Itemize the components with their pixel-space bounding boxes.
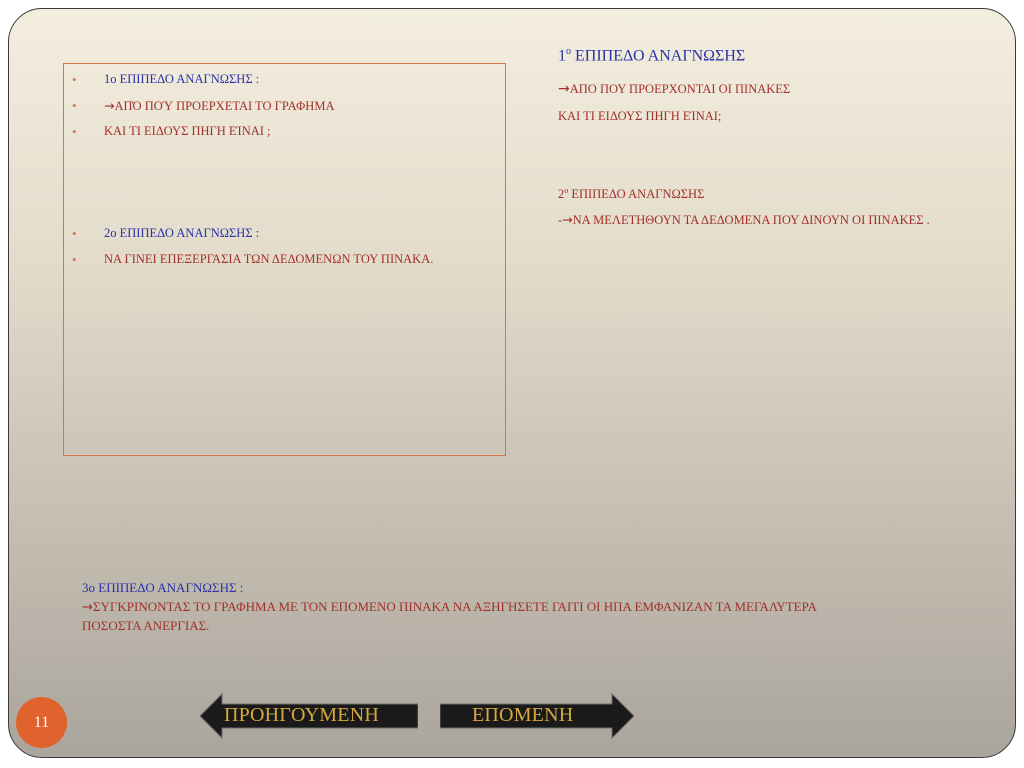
previous-button-label: ΠΡΟΗΓΟΥΜΕΝΗ: [224, 704, 379, 726]
right-level2-heading: [558, 186, 704, 202]
list-item-text: ΑΠΌ ΠΟΎ ΠΡΟΕΡΧΕΤΑΙ ΤΟ ΓΡΑΦΗΜΑ: [114, 99, 335, 113]
bullet-icon: •: [72, 252, 77, 267]
level2-heading: 2ο ΕΠΙΠΕΔΟ ΑΝΑΓΝΩΣΗΣ :: [104, 226, 260, 240]
bullet-icon: •: [72, 124, 77, 139]
bullet-icon: •: [72, 72, 77, 87]
dash-prefix: -: [558, 213, 563, 227]
level3-line2: ΠΟΣΟΣΤΑ ΑΝΕΡΓΙΑΣ.: [82, 618, 210, 633]
arrow-right-icon: →: [558, 81, 570, 97]
level3-heading: 3ο ΕΠΙΠΕΔΟ ΑΝΑΓΝΩΣΗΣ :: [82, 580, 244, 595]
level-number: 1: [558, 47, 566, 65]
next-button[interactable]: [440, 693, 634, 739]
line-text: ΣΥΓΚΡΙΝΟΝΤΑΣ ΤΟ ΓΡΑΦΗΜΑ ΜΕ ΤΟΝ ΕΠΟΜΕΝΟ ΠΙΝΑΚΑ ΝΑ ΑΞΗΓΗΣΕΤΕ ΓΑΙΤΙ ΟΙ ΗΠΑ ΕΜΦΑΝΙΖΑΝ ΤΑ ΜΕΓΑΛΥΤΕΡΑ: [92, 599, 818, 614]
level-superscript: ο: [566, 46, 571, 57]
right-level1-heading: [558, 46, 745, 65]
level3-line1: [82, 599, 817, 615]
level-title: ΕΠΙΠΕΔΟ ΑΝΑΓΝΩΣΗΣ: [571, 47, 746, 65]
bullet-icon: •: [72, 226, 77, 241]
previous-button[interactable]: [200, 693, 418, 739]
level-number: 2: [558, 187, 565, 202]
right-level1-line-source: [558, 81, 790, 97]
bullet-icon: •: [72, 98, 77, 113]
page-number-badge: 11: [16, 697, 67, 748]
right-level2-line: [558, 212, 930, 228]
level1-line-type: ΚΑΙ ΤΙ ΕΙΔΟΥΣ ΠΗΓΗ ΕΊΝΑΙ ;: [104, 124, 271, 138]
level-title: ΕΠΙΠΕΔΟ ΑΝΑΓΝΩΣΗΣ: [568, 187, 705, 202]
line-text: ΑΠΟ ΠΟΥ ΠΡΟΕΡΧΟΝΤΑΙ ΟΙ ΠΙΝΑΚΕΣ: [569, 82, 791, 96]
right-level1-line-type: ΚΑΙ ΤΙ ΕΙΔΟΥΣ ΠΗΓΗ ΕΊΝΑΙ;: [558, 109, 722, 123]
arrow-right-icon: →: [104, 98, 115, 113]
level1-line-source: [104, 98, 334, 114]
next-button-label: ΕΠΟΜΕΝΗ: [472, 704, 574, 726]
arrow-right-icon: →: [82, 600, 93, 615]
level-superscript: ο: [564, 186, 569, 195]
line-text: ΝΑ ΜΕΛΕΤΗΘΟΥΝ ΤΑ ΔΕΔΟΜΕΝΑ ΠΟΥ ΔΙΝΟΥΝ ΟΙ ΠΙΝΑΚΕΣ .: [572, 213, 930, 227]
level2-line-process: ΝΑ ΓΙΝΕΙ ΕΠΕΞΕΡΓΑΣΙΑ ΤΩΝ ΔΕΔΟΜΕΝΩΝ ΤΟΥ ΠΙΝΑΚΑ.: [104, 252, 434, 266]
level1-heading: 1ο ΕΠΙΠΕΔΟ ΑΝΑΓΝΩΣΗΣ :: [104, 72, 260, 86]
arrow-right-icon: →: [562, 212, 573, 227]
